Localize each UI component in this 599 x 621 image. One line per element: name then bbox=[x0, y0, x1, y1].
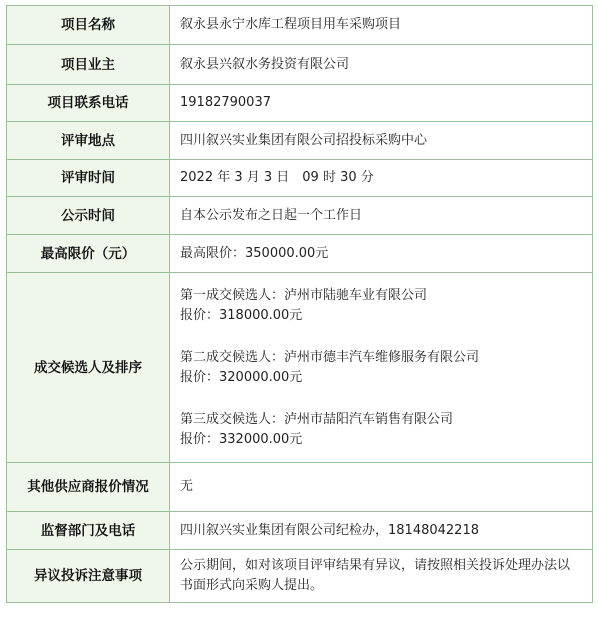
candidate-2-price: 报价：320000.00元 bbox=[180, 369, 303, 385]
spacer bbox=[180, 326, 582, 348]
candidate-3-price: 报价：332000.00元 bbox=[180, 431, 303, 447]
row-candidates bbox=[7, 273, 593, 463]
label-review-time: 评审时间 bbox=[7, 160, 170, 197]
label-review-location: 评审地点 bbox=[7, 122, 170, 160]
row-contact-phone bbox=[7, 85, 593, 122]
label-candidates: 成交候选人及排序 bbox=[7, 273, 170, 463]
value-project-name: 叙永县永宁水库工程项目用车采购项目 bbox=[170, 6, 593, 45]
row-supervision bbox=[7, 512, 593, 550]
candidate-3-name: 第三成交候选人：泸州市喆阳汽车销售有限公司 bbox=[180, 411, 454, 427]
label-max-price: 最高限价（元） bbox=[7, 235, 170, 273]
value-candidates bbox=[170, 273, 593, 463]
value-max-price: 最高限价：350000.00元 bbox=[170, 235, 593, 273]
row-review-time bbox=[7, 160, 593, 197]
value-review-location: 四川叙兴实业集团有限公司招投标采购中心 bbox=[170, 122, 593, 160]
value-project-owner: 叙永县兴叙水务投资有限公司 bbox=[170, 45, 593, 85]
value-complaint: 公示期间，如对该项目评审结果有异议，请按照相关投诉处理办法以书面形式向采购人提出。 bbox=[170, 550, 593, 603]
bid-result-table-wrapper bbox=[6, 5, 593, 603]
label-publicity-period: 公示时间 bbox=[7, 197, 170, 235]
value-publicity-period: 自本公示发布之日起一个工作日 bbox=[170, 197, 593, 235]
candidate-2 bbox=[180, 348, 582, 388]
label-project-owner: 项目业主 bbox=[7, 45, 170, 85]
label-contact-phone: 项目联系电话 bbox=[7, 85, 170, 122]
candidate-3 bbox=[180, 410, 582, 450]
value-other-quotes: 无 bbox=[170, 463, 593, 512]
row-other-quotes bbox=[7, 463, 593, 512]
row-project-name bbox=[7, 6, 593, 45]
value-review-time: 2022 年 3 月 3 日 09 时 30 分 bbox=[170, 160, 593, 197]
candidate-1 bbox=[180, 286, 582, 326]
row-complaint bbox=[7, 550, 593, 603]
value-contact-phone: 19182790037 bbox=[170, 85, 593, 122]
candidate-1-price: 报价：318000.00元 bbox=[180, 307, 303, 323]
value-supervision: 四川叙兴实业集团有限公司纪检办，18148042218 bbox=[170, 512, 593, 550]
label-other-quotes: 其他供应商报价情况 bbox=[7, 463, 170, 512]
candidate-1-name: 第一成交候选人：泸州市陆驰车业有限公司 bbox=[180, 287, 428, 303]
row-project-owner bbox=[7, 45, 593, 85]
row-publicity-period bbox=[7, 197, 593, 235]
candidate-2-name: 第二成交候选人：泸州市德丰汽车维修服务有限公司 bbox=[180, 349, 480, 365]
spacer bbox=[180, 388, 582, 410]
label-complaint: 异议投诉注意事项 bbox=[7, 550, 170, 603]
label-supervision: 监督部门及电话 bbox=[7, 512, 170, 550]
row-max-price bbox=[7, 235, 593, 273]
label-project-name: 项目名称 bbox=[7, 6, 170, 45]
row-review-location bbox=[7, 122, 593, 160]
bid-result-table bbox=[6, 5, 593, 603]
